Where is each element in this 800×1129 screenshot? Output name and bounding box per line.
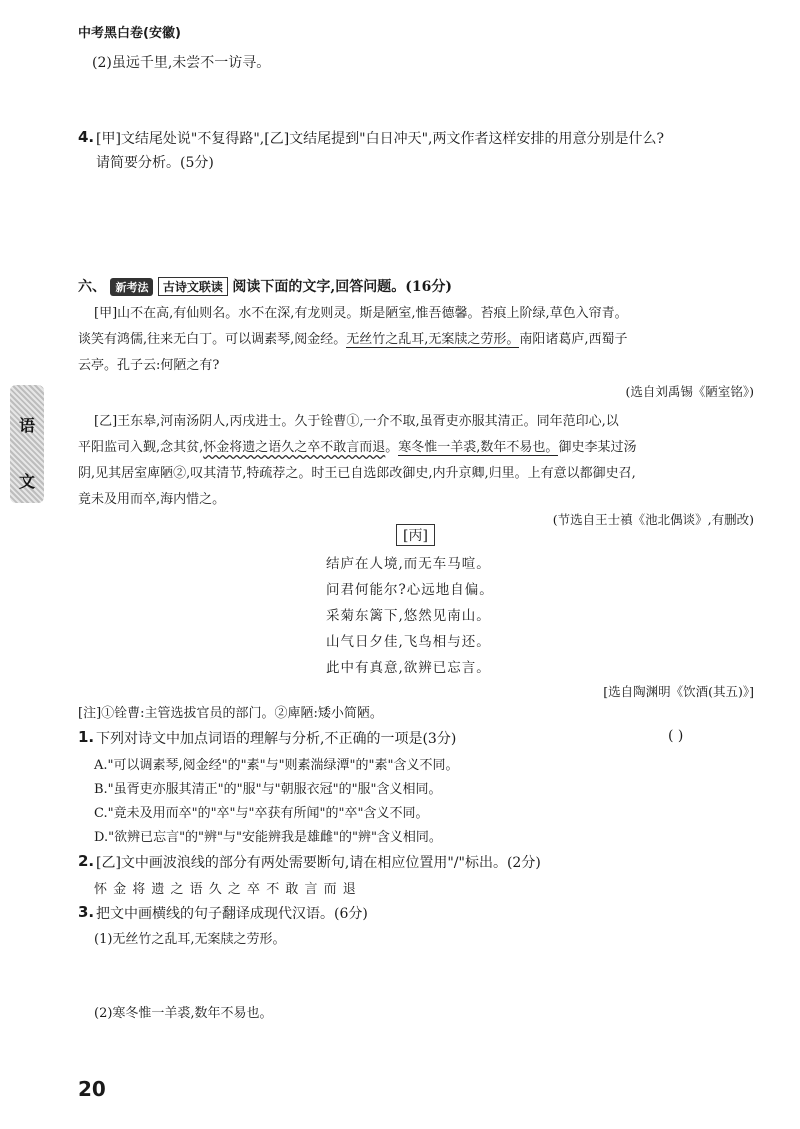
yi-wavy: 怀金将遗之语久之卒不敢言而退 (203, 440, 386, 455)
bing-source: [选自陶渊明《饮酒(其五)》] (603, 684, 754, 699)
yi-line3: 阴,见其居室庳陋②,叹其清节,特疏荐之。时王已自选郎改御史,内升京卿,归里。上有意以都御史召, (78, 466, 636, 481)
q2-number: 2. (78, 852, 95, 870)
q2-text: 怀 金 将 遗 之 语 久 之 卒 不 敢 言 而 退 (94, 882, 357, 897)
side-tab-char-2: 文 (18, 472, 35, 491)
q1-answer-bracket[interactable]: ( ) (668, 728, 684, 744)
q2-stem: [乙]文中画波浪线的部分有两处需要断句,请在相应位置用"/"标出。(2分) (96, 855, 541, 871)
jia-underlined: 无丝竹之乱耳,无案牍之劳形。 (346, 332, 520, 347)
yi-underlined: 寒冬惟一羊裘,数年不易也。 (398, 440, 559, 455)
q3-sentence-2: (2)寒冬惟一羊裘,数年不易也。 (94, 1006, 273, 1021)
poem-line-5: 此中有真意,欲辨已忘言。 (326, 660, 491, 676)
jia-line2-a: 谈笑有鸿儒,往来无白丁。可以调素琴,阅金经。 (78, 332, 347, 347)
prev-item-text: (2)虽远千里,未尝不一访寻。 (92, 55, 271, 71)
jia-line1: [甲]山不在高,有仙则名。水不在深,有龙则灵。斯是陋室,惟吾德馨。苔痕上阶绿,草色入帘青。 (94, 306, 628, 321)
q4-number: 4. (78, 128, 95, 146)
q3-sentence-1: (1)无丝竹之乱耳,无案牍之劳形。 (94, 932, 286, 947)
q1-option-a: A."可以调素琴,阅金经"的"素"与"则素湍绿潭"的"素"含义不同。 (94, 758, 459, 773)
q1-option-d: D."欲辨已忘言"的"辨"与"安能辨我是雄雌"的"辨"含义相同。 (94, 830, 442, 845)
annotation-note: [注]①铨曹:主管选拔官员的部门。②庳陋:矮小简陋。 (78, 706, 383, 721)
page-number: 20 (78, 1077, 106, 1101)
section-instruction: 阅读下面的文字,回答问题。(16分) (232, 279, 452, 295)
running-header: 中考黑白卷(安徽) (78, 26, 181, 41)
q3-number: 3. (78, 903, 95, 921)
q1-option-c: C."竟未及用而卒"的"卒"与"卒获有所闻"的"卒"含义不同。 (94, 806, 429, 821)
jia-line3: 云亭。孔子云:何陋之有? (78, 358, 220, 373)
yi-source: (节选自王士禛《池北偶谈》,有删改) (552, 512, 754, 527)
section-heading (78, 276, 452, 296)
section-tag: 古诗文联读 (158, 277, 228, 296)
section-prefix: 六、 (78, 279, 106, 295)
yi-line1: [乙]王东皋,河南汤阴人,丙戌进士。久于铨曹①,一介不取,虽胥吏亦服其清正。同年范印心,以 (94, 414, 619, 429)
q1-number: 1. (78, 728, 95, 746)
yi-line4: 竟未及用而卒,海内惜之。 (78, 492, 226, 507)
q3-stem: 把文中画横线的句子翻译成现代汉语。(6分) (96, 906, 368, 922)
q4-line2: 请简要分析。(5分) (96, 155, 214, 171)
poem-line-2: 问君何能尔?心远地自偏。 (326, 582, 494, 598)
poem-line-3: 采菊东篱下,悠然见南山。 (326, 608, 491, 624)
yi-line2-b: 御史李某过汤 (558, 440, 637, 455)
yi-line2-a: 平阳监司入觐,念其贫, (78, 440, 204, 455)
yi-line2: 平阳监司入觐,念其贫,怀金将遗之语久之卒不敢言而退。寒冬惟一羊裘,数年不易也。御史李某过汤 (78, 440, 637, 455)
poem-line-4: 山气日夕佳,飞鸟相与还。 (326, 634, 491, 650)
poem-line-1: 结庐在人境,而无车马喧。 (326, 556, 491, 572)
new-method-badge: 新考法 (110, 278, 153, 296)
q4-line1: [甲]文结尾处说"不复得路",[乙]文结尾提到"白日冲天",两文作者这样安排的用意分别是什么? (96, 131, 665, 147)
jia-source: (选自刘禹锡《陋室铭》) (625, 384, 754, 399)
subject-side-tab (10, 385, 44, 503)
jia-line2-b: 南阳诸葛庐,西蜀子 (519, 332, 628, 347)
side-tab-char-1: 语 (18, 416, 35, 435)
bing-label: [丙] (396, 524, 435, 546)
q1-option-b: B."虽胥吏亦服其清正"的"服"与"朝服衣冠"的"服"含义相同。 (94, 782, 442, 797)
q1-stem: 下列对诗文中加点词语的理解与分析,不正确的一项是(3分) (96, 731, 457, 747)
jia-line2 (78, 328, 628, 347)
